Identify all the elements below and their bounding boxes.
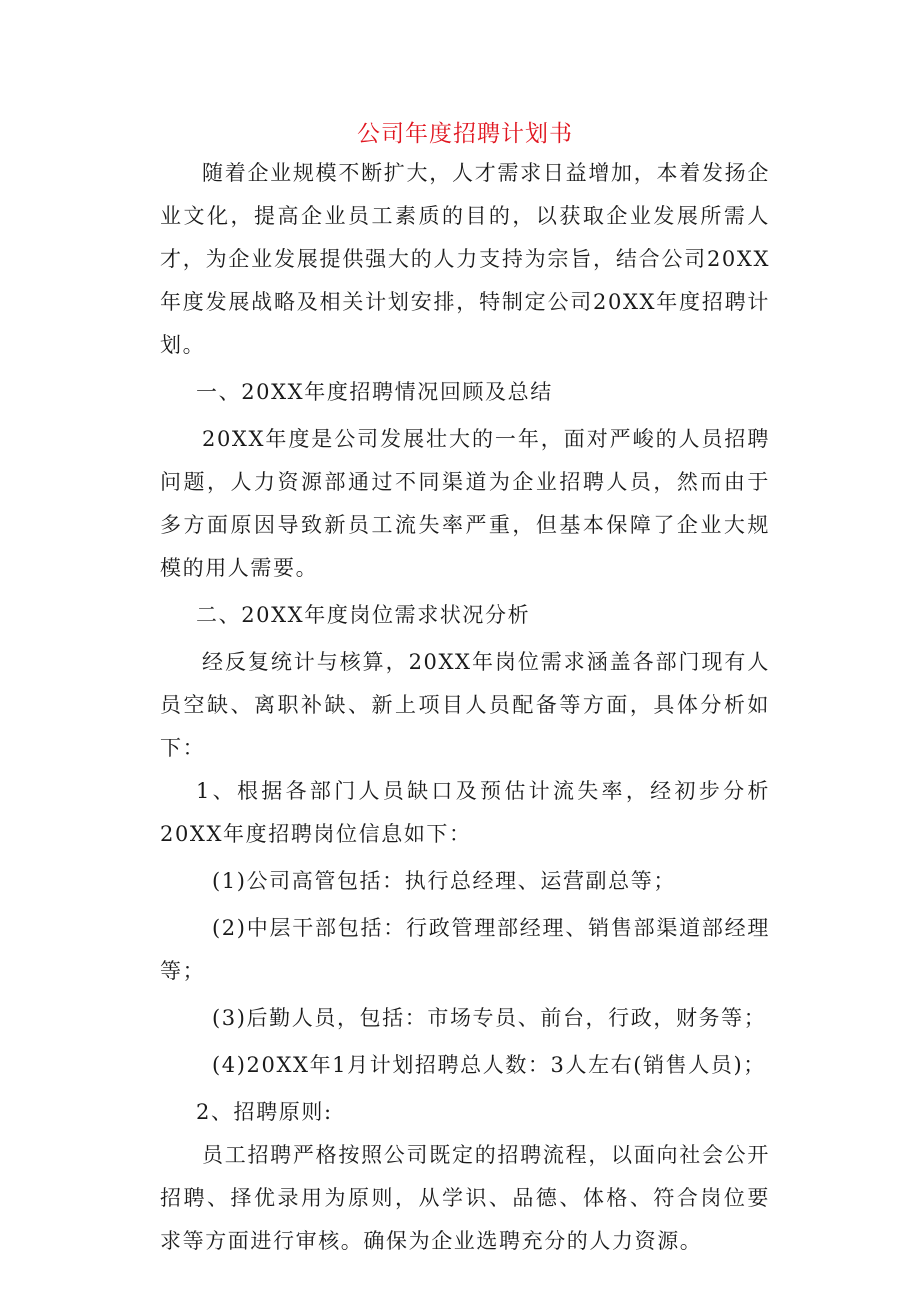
section-2-heading: 二、20XX年度岗位需求状况分析	[196, 603, 531, 627]
point-1-paragraph: 1、根据各部门人员缺口及预估计流失率，经初步分析20XX年度招聘岗位信息如下：	[160, 779, 770, 846]
list-item: (4)20XX年1月计划招聘总人数：3人左右(销售人员)；	[212, 1053, 766, 1077]
document-page	[160, 118, 770, 1263]
document-title: 公司年度招聘计划书	[357, 121, 573, 147]
point-2-heading: 2、招聘原则:	[196, 1100, 333, 1124]
point-2-body: 员工招聘严格按照公司既定的招聘流程，以面向社会公开招聘、择优录用为原则，从学识、品德、体格、符合岗位要求等方面进行审核。确保为企业选聘充分的人力资源。	[160, 1143, 770, 1253]
intro-paragraph: 随着企业规模不断扩大，人才需求日益增加，本着发扬企业文化，提高企业员工素质的目的，以获取企业发展所需人才，为企业发展提供强大的人力支持为宗旨，结合公司20XX年度发展战略及相关计划安排，特制定公司20XX年度招聘计划。	[160, 161, 770, 357]
section-1-body: 20XX年度是公司发展壮大的一年，面对严峻的人员招聘问题，人力资源部通过不同渠道为企业招聘人员，然而由于多方面原因导致新员工流失率严重，但基本保障了企业大规模的用人需要。	[160, 427, 770, 580]
list-item: (3)后勤人员，包括：市场专员、前台，行政，财务等；	[212, 1006, 767, 1030]
section-1-heading: 一、20XX年度招聘情况回顾及总结	[196, 380, 553, 404]
list-item: (2)中层干部包括：行政管理部经理、销售部渠道部经理等；	[160, 916, 770, 983]
section-2-body: 经反复统计与核算，20XX年岗位需求涵盖各部门现有人员空缺、离职补缺、新上项目人员配备等方面，具体分析如下：	[160, 650, 770, 760]
list-item: (1)公司高管包括：执行总经理、运营副总等；	[212, 869, 676, 893]
